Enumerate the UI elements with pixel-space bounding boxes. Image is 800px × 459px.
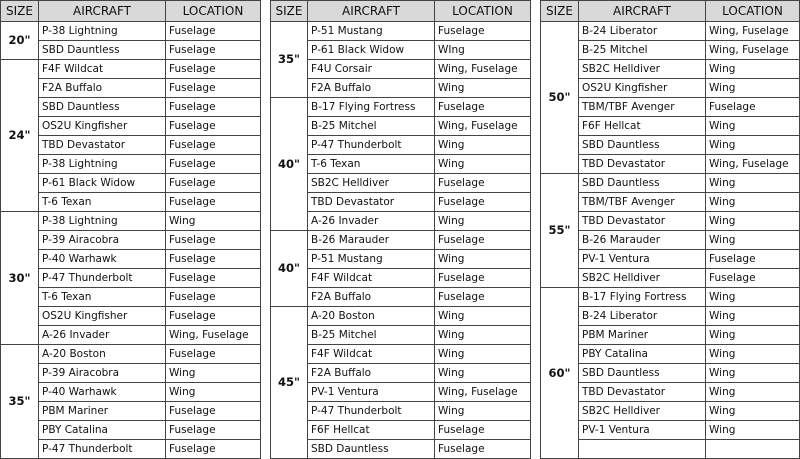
- aircraft-cell: P-38 Lightning: [39, 22, 166, 41]
- table-row: [1, 269, 261, 288]
- aircraft-cell: B-26 Marauder: [579, 231, 706, 250]
- size-cell: 45": [271, 307, 308, 459]
- aircraft-cell: P-61 Black Widow: [39, 174, 166, 193]
- table-row: [1, 155, 261, 174]
- location-cell: Fuselage: [166, 155, 261, 174]
- table-row: [1, 250, 261, 269]
- location-cell: Fuselage: [166, 79, 261, 98]
- size-cell: 40": [271, 231, 308, 307]
- location-cell: Wing: [435, 326, 531, 345]
- location-cell: Fuselage: [435, 421, 531, 440]
- table-row: [271, 136, 531, 155]
- table-row: [271, 41, 531, 60]
- location-cell: Wing: [435, 402, 531, 421]
- aircraft-cell: T-6 Texan: [39, 288, 166, 307]
- table-row: [271, 250, 531, 269]
- location-cell: Wing: [706, 60, 800, 79]
- location-cell: Wing: [435, 136, 531, 155]
- location-cell: Fuselage: [435, 22, 531, 41]
- location-cell: Wing: [706, 193, 800, 212]
- table-row: [541, 440, 800, 459]
- location-cell: Wing: [706, 174, 800, 193]
- table-row: [271, 174, 531, 193]
- table-row: [1, 22, 261, 41]
- location-cell: Wing: [706, 288, 800, 307]
- aircraft-cell: SB2C Helldiver: [579, 60, 706, 79]
- aircraft-cell: F2A Buffalo: [308, 364, 435, 383]
- table-row: [541, 117, 800, 136]
- location-cell: Fuselage: [706, 98, 800, 117]
- location-cell: Wing, Fuselage: [435, 117, 531, 136]
- aircraft-cell: OS2U Kingfisher: [579, 79, 706, 98]
- aircraft-cell: P-38 Lightning: [39, 155, 166, 174]
- table-row: [1, 117, 261, 136]
- aircraft-cell: P-47 Thunderbolt: [39, 440, 166, 459]
- table-row: [271, 269, 531, 288]
- aircraft-cell: TBD Devastator: [579, 383, 706, 402]
- aircraft-cell: B-25 Mitchel: [579, 41, 706, 60]
- location-cell: Fuselage: [166, 250, 261, 269]
- aircraft-cell: SBD Dauntless: [579, 364, 706, 383]
- table-row: [541, 383, 800, 402]
- location-cell: Fuselage: [435, 440, 531, 459]
- location-cell: Wing: [706, 117, 800, 136]
- aircraft-cell: F4U Corsair: [308, 60, 435, 79]
- aircraft-cell: F6F Hellcat: [579, 117, 706, 136]
- size-cell: 20": [1, 22, 39, 60]
- location-cell: Wing: [166, 364, 261, 383]
- location-cell: Fuselage: [166, 41, 261, 60]
- size-cell: 30": [1, 212, 39, 345]
- aircraft-cell: OS2U Kingfisher: [39, 117, 166, 136]
- location-cell: Wing: [706, 364, 800, 383]
- location-cell: Wing: [435, 364, 531, 383]
- location-cell: Fuselage: [166, 22, 261, 41]
- location-cell: Wing: [706, 421, 800, 440]
- size-header: SIZE: [541, 1, 579, 22]
- location-cell: Fuselage: [435, 288, 531, 307]
- table-row: [271, 212, 531, 231]
- aircraft-cell: B-17 Flying Fortress: [308, 98, 435, 117]
- location-cell: Wing: [435, 79, 531, 98]
- location-header: LOCATION: [166, 1, 261, 22]
- location-cell: Fuselage: [166, 136, 261, 155]
- table-row: [541, 402, 800, 421]
- aircraft-cell: PBM Mariner: [579, 326, 706, 345]
- table-row: [271, 231, 531, 250]
- aircraft-cell: OS2U Kingfisher: [39, 307, 166, 326]
- location-cell: Wing: [706, 212, 800, 231]
- location-cell: WIng: [435, 41, 531, 60]
- table-row: [1, 288, 261, 307]
- location-cell: Wing: [706, 307, 800, 326]
- table-row: [541, 79, 800, 98]
- location-cell: Fuselage: [166, 231, 261, 250]
- aircraft-cell: SBD Dauntless: [39, 41, 166, 60]
- table-row: [541, 60, 800, 79]
- aircraft-cell: PV-1 Ventura: [579, 421, 706, 440]
- location-cell: Wing, Fuselage: [435, 60, 531, 79]
- table-row: [271, 117, 531, 136]
- aircraft-cell: SBD Dauntless: [39, 98, 166, 117]
- aircraft-cell: B-17 Flying Fortress: [579, 288, 706, 307]
- location-cell: Wing: [435, 212, 531, 231]
- table-row: [1, 364, 261, 383]
- table-row: [271, 193, 531, 212]
- table-row: [1, 402, 261, 421]
- aircraft-cell: A-26 Invader: [39, 326, 166, 345]
- location-cell: Fuselage: [166, 421, 261, 440]
- aircraft-cell: P-40 Warhawk: [39, 250, 166, 269]
- location-cell: [706, 440, 800, 459]
- aircraft-cell: PBY Catalina: [579, 345, 706, 364]
- table-row: [271, 288, 531, 307]
- table-row: [1, 345, 261, 364]
- aircraft-cell: PBM Mariner: [39, 402, 166, 421]
- aircraft-table-1: [0, 0, 261, 459]
- size-header: SIZE: [1, 1, 39, 22]
- location-cell: Wing: [706, 383, 800, 402]
- table-row: [1, 60, 261, 79]
- aircraft-cell: P-61 Black Widow: [308, 41, 435, 60]
- location-cell: Wing, Fuselage: [166, 326, 261, 345]
- table-row: [541, 307, 800, 326]
- aircraft-header: AIRCRAFT: [39, 1, 166, 22]
- location-cell: Fuselage: [166, 98, 261, 117]
- location-cell: Wing: [435, 155, 531, 174]
- aircraft-cell: F2A Buffalo: [39, 79, 166, 98]
- size-cell: 60": [541, 288, 579, 459]
- table-row: [541, 421, 800, 440]
- aircraft-cell: TBD Devastator: [39, 136, 166, 155]
- table-row: [271, 79, 531, 98]
- aircraft-table-2: [270, 0, 531, 459]
- aircraft-cell: TBM/TBF Avenger: [579, 98, 706, 117]
- table-body: [1, 22, 261, 459]
- table-row: [541, 269, 800, 288]
- location-cell: Wing: [706, 345, 800, 364]
- aircraft-cell: SBD Dauntless: [308, 440, 435, 459]
- table-row: [541, 250, 800, 269]
- location-cell: Fuselage: [706, 269, 800, 288]
- table-row: [541, 136, 800, 155]
- table-row: [271, 326, 531, 345]
- aircraft-cell: TBM/TBF Avenger: [579, 193, 706, 212]
- aircraft-cell: SBD Dauntless: [579, 136, 706, 155]
- aircraft-cell: SB2C Helldiver: [579, 269, 706, 288]
- aircraft-table-3: [540, 0, 800, 459]
- table-row: [1, 174, 261, 193]
- table-row: [1, 79, 261, 98]
- aircraft-cell: P-38 Lightning: [39, 212, 166, 231]
- table-row: [271, 364, 531, 383]
- aircraft-header: AIRCRAFT: [308, 1, 435, 22]
- size-cell: 35": [271, 22, 308, 98]
- location-header: LOCATION: [706, 1, 800, 22]
- location-cell: Wing: [706, 136, 800, 155]
- location-cell: Wing, Fuselage: [435, 383, 531, 402]
- aircraft-cell: PV-1 Ventura: [308, 383, 435, 402]
- aircraft-cell: F2A Buffalo: [308, 79, 435, 98]
- location-cell: Wing, Fuselage: [706, 41, 800, 60]
- aircraft-cell: B-24 Liberator: [579, 22, 706, 41]
- table-row: [1, 421, 261, 440]
- location-cell: Fuselage: [435, 193, 531, 212]
- aircraft-cell: F4F Wildcat: [39, 60, 166, 79]
- table-row: [1, 307, 261, 326]
- aircraft-cell: [579, 440, 706, 459]
- location-cell: Fuselage: [166, 193, 261, 212]
- aircraft-cell: B-25 Mitchel: [308, 117, 435, 136]
- size-cell: 50": [541, 22, 579, 174]
- table-row: [271, 98, 531, 117]
- location-cell: Fuselage: [166, 288, 261, 307]
- table-row: [1, 212, 261, 231]
- table-row: [541, 174, 800, 193]
- aircraft-cell: F2A Buffalo: [308, 288, 435, 307]
- aircraft-header: AIRCRAFT: [579, 1, 706, 22]
- location-cell: Fuselage: [706, 250, 800, 269]
- location-cell: Wing: [435, 250, 531, 269]
- table-row: [541, 326, 800, 345]
- table-row: [271, 440, 531, 459]
- location-header: LOCATION: [435, 1, 531, 22]
- table-body: [541, 22, 800, 459]
- location-cell: Fuselage: [166, 117, 261, 136]
- location-cell: Wing: [435, 307, 531, 326]
- aircraft-cell: P-47 Thunderbolt: [308, 136, 435, 155]
- location-cell: Fuselage: [166, 345, 261, 364]
- table-row: [541, 212, 800, 231]
- aircraft-cell: PV-1 Ventura: [579, 250, 706, 269]
- table-row: [541, 155, 800, 174]
- location-cell: Fuselage: [166, 174, 261, 193]
- table-row: [541, 22, 800, 41]
- location-cell: Fuselage: [166, 440, 261, 459]
- aircraft-cell: P-39 Airacobra: [39, 231, 166, 250]
- location-cell: Wing: [435, 345, 531, 364]
- location-cell: Fuselage: [166, 307, 261, 326]
- aircraft-cell: SB2C Helldiver: [308, 174, 435, 193]
- table-row: [271, 402, 531, 421]
- aircraft-cell: B-25 Mitchel: [308, 326, 435, 345]
- size-cell: 40": [271, 98, 308, 231]
- aircraft-cell: P-47 Thunderbolt: [39, 269, 166, 288]
- aircraft-cell: SB2C Helldiver: [579, 402, 706, 421]
- table-row: [1, 383, 261, 402]
- aircraft-cell: TBD Devastator: [308, 193, 435, 212]
- aircraft-cell: P-47 Thunderbolt: [308, 402, 435, 421]
- aircraft-cell: A-26 Invader: [308, 212, 435, 231]
- table-row: [541, 193, 800, 212]
- aircraft-cell: T-6 Texan: [308, 155, 435, 174]
- size-cell: 35": [1, 345, 39, 459]
- aircraft-cell: P-39 Airacobra: [39, 364, 166, 383]
- table-row: [541, 345, 800, 364]
- aircraft-cell: SBD Dauntless: [579, 174, 706, 193]
- table-row: [541, 231, 800, 250]
- size-cell: 55": [541, 174, 579, 288]
- location-cell: Wing, Fuselage: [706, 22, 800, 41]
- location-cell: Wing: [706, 402, 800, 421]
- location-cell: Fuselage: [435, 269, 531, 288]
- aircraft-cell: P-51 Mustang: [308, 250, 435, 269]
- location-cell: Wing: [706, 231, 800, 250]
- table-row: [1, 193, 261, 212]
- table-row: [1, 231, 261, 250]
- table-row: [541, 98, 800, 117]
- location-cell: Fuselage: [435, 98, 531, 117]
- aircraft-cell: PBY Catalina: [39, 421, 166, 440]
- location-cell: Wing: [706, 326, 800, 345]
- aircraft-cell: F6F Hellcat: [308, 421, 435, 440]
- table-row: [271, 421, 531, 440]
- table-row: [271, 345, 531, 364]
- table-row: [271, 307, 531, 326]
- location-cell: Fuselage: [166, 269, 261, 288]
- size-header: SIZE: [271, 1, 308, 22]
- table-row: [271, 60, 531, 79]
- table-row: [1, 98, 261, 117]
- table-row: [1, 41, 261, 60]
- aircraft-cell: T-6 Texan: [39, 193, 166, 212]
- location-cell: Wing: [166, 383, 261, 402]
- aircraft-cell: TBD Devastator: [579, 212, 706, 231]
- table-row: [541, 288, 800, 307]
- aircraft-cell: P-51 Mustang: [308, 22, 435, 41]
- aircraft-cell: B-24 Liberator: [579, 307, 706, 326]
- table-row: [541, 41, 800, 60]
- location-cell: Fuselage: [166, 402, 261, 421]
- aircraft-cell: B-26 Marauder: [308, 231, 435, 250]
- location-cell: Fuselage: [435, 174, 531, 193]
- location-cell: Fuselage: [435, 231, 531, 250]
- aircraft-cell: F4F Wildcat: [308, 269, 435, 288]
- table-row: [1, 440, 261, 459]
- location-cell: Fuselage: [166, 60, 261, 79]
- table-row: [1, 326, 261, 345]
- location-cell: Wing: [706, 79, 800, 98]
- aircraft-cell: F4F Wildcat: [308, 345, 435, 364]
- table-row: [1, 136, 261, 155]
- size-cell: 24": [1, 60, 39, 212]
- table-body: [271, 22, 531, 459]
- table-row: [541, 364, 800, 383]
- table-row: [271, 22, 531, 41]
- aircraft-cell: A-20 Boston: [308, 307, 435, 326]
- location-cell: Wing, Fuselage: [706, 155, 800, 174]
- aircraft-cell: P-40 Warhawk: [39, 383, 166, 402]
- table-row: [271, 383, 531, 402]
- aircraft-cell: TBD Devastator: [579, 155, 706, 174]
- table-row: [271, 155, 531, 174]
- location-cell: Wing: [166, 212, 261, 231]
- aircraft-cell: A-20 Boston: [39, 345, 166, 364]
